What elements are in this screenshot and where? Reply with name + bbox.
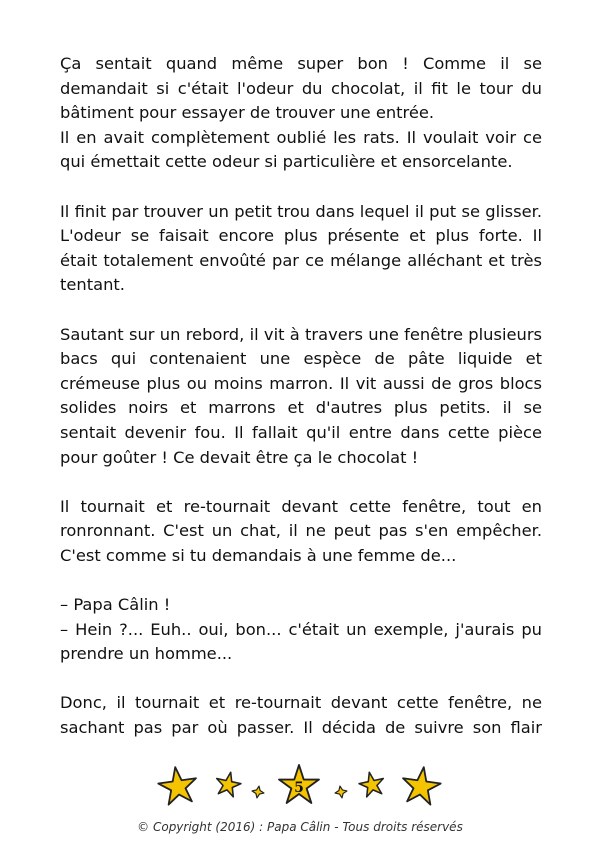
paragraph-3: Sautant sur un rebord, il vit à travers une fenêtre plusieurs bacs qui contenaient une espèce de pâte liquide et crémeuse plus ou moins marron. Il vit aussi de gros blocs solides noirs et marrons et d'autres plus petits. il se sentait devenir fou. Il fallait qu'il entre dans cette pièce pour goûter ! Ce devait être ça le chocolat !: [60, 324, 542, 467]
page-number: 5: [294, 780, 304, 796]
dialogue-line-1: – Papa Câlin !: [60, 595, 171, 615]
paragraph-1: [60, 52, 542, 175]
dialogue: [60, 593, 542, 667]
paragraph-5: Donc, il tournait et re-tournait devant cette fenêtre, ne sachant pas par où passer. Il décida de suivre son flair: [60, 693, 542, 738]
paragraph-1-sentence-1: Ça sentait quand même super bon ! Comme il se demandait si c'était l'odeur du chocolat, il fit le tour du bâtiment pour essayer de trouver une entrée.: [60, 54, 542, 123]
star-icon: [357, 770, 386, 798]
dialogue-line-2: – Hein ?... Euh.. oui, bon... c'était un exemple, j'aurais pu prendre un homme...: [60, 619, 542, 664]
paragraph-2: Il finit par trouver un petit trou dans lequel il put se glisser. L'odeur se faisait encore plus présente et plus forte. Il était totalement envoûté par ce mélange alléchant et très tentant.: [60, 201, 542, 295]
story-text: [60, 52, 542, 741]
sparkle-icon: [334, 785, 348, 799]
star-icon: [214, 770, 243, 798]
sparkle-icon: [251, 785, 265, 799]
star-icon: [156, 765, 199, 806]
star-icon: [400, 765, 443, 806]
footer-decoration: [0, 762, 600, 812]
paragraph-1-sentence-2: Il en avait complètement oublié les rats. Il voulait voir ce qui émettait cette odeur si particulière et ensorcelante.: [60, 127, 542, 172]
page-number-star-icon: [279, 765, 319, 803]
paragraph-4: Il tournait et re-tournait devant cette fenêtre, tout en ronronnant. C'est un chat, il ne peut pas s'en empêcher. C'est comme si tu demandais à une femme de...: [60, 496, 542, 565]
copyright-notice: © Copyright (2016) : Papa Câlin - Tous droits réservés: [137, 820, 463, 834]
